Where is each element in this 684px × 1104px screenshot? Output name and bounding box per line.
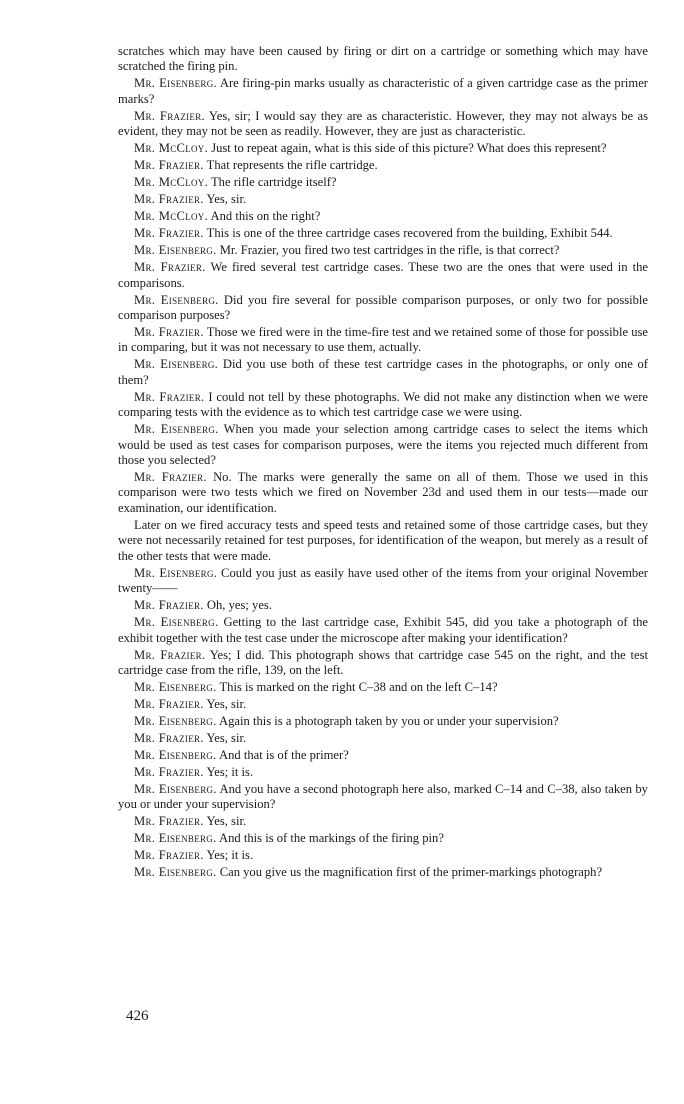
statement-text: The rifle cartridge itself? xyxy=(210,175,337,190)
statement-text: Getting to the last cartridge case, Exhibit 545, did you take a photograph of the exhibit together with the test case under the microscope after making your identification? xyxy=(118,615,648,645)
statement-text: Those we fired were in the time-fire test and we retained some of those for possible use in comparing, but it was not necessary to use them, actually. xyxy=(118,325,649,355)
statement-text: And this is of the markings of the firing pin? xyxy=(219,831,444,846)
speaker-name: Mr. Eisenberg. xyxy=(134,781,217,796)
speaker-name: Mr. Frazier. xyxy=(134,470,207,485)
statement-text: And that is of the primer? xyxy=(219,747,349,762)
testimony-paragraph xyxy=(118,648,648,679)
testimony-paragraph xyxy=(118,518,648,564)
statement-text: Yes, sir. xyxy=(206,814,247,829)
statement-text: Again this is a photograph taken by you or under your supervision? xyxy=(219,713,559,728)
speaker-name: Mr. Eisenberg. xyxy=(134,831,217,846)
speaker-name: Mr. Eisenberg. xyxy=(134,713,217,728)
testimony-paragraph xyxy=(118,731,648,746)
statement-text: Oh, yes; yes. xyxy=(206,598,272,613)
speaker-name: Mr. Frazier. xyxy=(134,226,204,241)
speaker-name: Mr. Frazier. xyxy=(134,730,204,745)
testimony-paragraph xyxy=(118,192,648,207)
document-body xyxy=(118,44,648,882)
testimony-paragraph xyxy=(118,109,648,140)
statement-text: Later on we fired accuracy tests and speed tests and retained some of those cartridge cases, but they were not necessarily retained for test purposes, for identification of the weapon, but merely as a result of the other tests that were made. xyxy=(118,517,648,563)
testimony-paragraph xyxy=(118,566,648,597)
testimony-paragraph xyxy=(118,848,648,863)
speaker-name: Mr. Eisenberg. xyxy=(134,865,217,880)
statement-text: No. The marks were generally the same on all of them. Those we used in this comparison were two tests which we fired on November 23d and used them in our tests—made our examination, our identification. xyxy=(118,470,648,515)
statement-text: Are firing-pin marks usually as characteristic of a given cartridge case as the primer marks? xyxy=(118,76,648,106)
testimony-paragraph xyxy=(118,714,648,729)
page-number: 426 xyxy=(126,1008,149,1024)
speaker-name: Mr. McCloy. xyxy=(134,141,209,156)
statement-text: I could not tell by these photographs. We did not make any distinction when we were comparing tests with the evidence as to which test cartridge case we were using. xyxy=(118,389,648,420)
statement-text: Can you give us the magnification first of the primer-markings photograph? xyxy=(219,865,603,880)
testimony-paragraph xyxy=(118,175,648,190)
speaker-name: Mr. Eisenberg. xyxy=(134,357,219,372)
testimony-paragraph xyxy=(118,765,648,780)
speaker-name: Mr. Eisenberg. xyxy=(134,615,219,630)
speaker-name: Mr. McCloy. xyxy=(134,175,209,190)
testimony-paragraph xyxy=(118,325,648,356)
testimony-paragraph xyxy=(118,390,648,421)
statement-text: Yes; I did. This photograph shows that cartridge case 545 on the right, and the test cartridge case from the rifle, 139, on the left. xyxy=(118,647,648,677)
testimony-paragraph xyxy=(118,76,648,107)
testimony-paragraph xyxy=(118,260,648,291)
speaker-name: Mr. Frazier. xyxy=(134,158,204,173)
speaker-name: Mr. Frazier. xyxy=(134,192,204,207)
statement-text: And this on the right? xyxy=(210,209,321,224)
speaker-name: Mr. Frazier. xyxy=(134,598,204,613)
speaker-name: Mr. Eisenberg. xyxy=(134,76,217,91)
testimony-paragraph xyxy=(118,422,648,468)
statement-text: This is marked on the right C–38 and on the left C–14? xyxy=(219,679,498,694)
testimony-paragraph xyxy=(118,748,648,763)
speaker-name: Mr. Frazier. xyxy=(134,696,204,711)
speaker-name: Mr. Frazier. xyxy=(134,389,205,404)
statement-text: Just to repeat again, what is this side of this picture? What does this represent? xyxy=(211,141,607,156)
speaker-name: Mr. Eisenberg. xyxy=(134,243,217,258)
testimony-paragraph xyxy=(118,680,648,695)
speaker-name: Mr. Frazier. xyxy=(134,647,206,662)
speaker-name: Mr. Frazier. xyxy=(134,260,206,275)
speaker-name: Mr. McCloy. xyxy=(134,209,209,224)
statement-text: Yes; it is. xyxy=(206,848,254,863)
statement-text: Yes, sir; I would say they are as characteristic. However, they may not always be as evident, they may not be seen as readily. However, they are just as characteristic. xyxy=(118,108,649,139)
statement-text: Could you just as easily have used other of the items from your original November twenty—— xyxy=(118,565,649,596)
speaker-name: Mr. Frazier. xyxy=(134,325,204,340)
speaker-name: Mr. Frazier. xyxy=(134,764,204,779)
speaker-name: Mr. Eisenberg. xyxy=(134,747,217,762)
testimony-paragraph xyxy=(118,226,648,241)
testimony-paragraph xyxy=(118,357,648,388)
speaker-name: Mr. Eisenberg. xyxy=(134,292,219,307)
testimony-paragraph xyxy=(118,209,648,224)
testimony-paragraph xyxy=(118,782,648,813)
statement-text: We fired several test cartridge cases. These two are the ones that were used in the comparisons. xyxy=(118,260,649,290)
statement-text: Yes; it is. xyxy=(206,764,254,779)
statement-text: Mr. Frazier, you fired two test cartridges in the rifle, is that correct? xyxy=(219,243,560,258)
testimony-paragraph xyxy=(118,598,648,613)
testimony-paragraph xyxy=(118,697,648,712)
statement-text: That represents the rifle cartridge. xyxy=(206,158,378,173)
statement-text: Did you use both of these test cartridge cases in the photographs, or only one of them? xyxy=(118,357,648,387)
testimony-paragraph xyxy=(118,158,648,173)
statement-text: Yes, sir. xyxy=(206,696,247,711)
testimony-paragraph xyxy=(118,831,648,846)
speaker-name: Mr. Frazier. xyxy=(134,814,204,829)
speaker-name: Mr. Eisenberg. xyxy=(134,565,218,580)
testimony-list xyxy=(118,76,648,880)
statement-text: And you have a second photograph here also, marked C–14 and C–38, also taken by you or under your supervision? xyxy=(118,781,648,812)
testimony-paragraph xyxy=(118,814,648,829)
testimony-paragraph xyxy=(118,865,648,880)
testimony-paragraph xyxy=(118,615,648,646)
testimony-paragraph xyxy=(118,141,648,156)
testimony-paragraph xyxy=(118,243,648,258)
testimony-paragraph xyxy=(118,293,648,324)
statement-text: Yes, sir. xyxy=(206,730,247,745)
opening-paragraph: scratches which may have been caused by firing or dirt on a cartridge or something which may have scratched the firing pin. xyxy=(118,44,648,74)
testimony-paragraph xyxy=(118,470,648,516)
speaker-name: Mr. Frazier. xyxy=(134,108,205,123)
speaker-name: Mr. Eisenberg. xyxy=(134,679,217,694)
statement-text: When you made your selection among cartridge cases to select the items which would be used as test cases for comparison purposes, were the items you rejected much different from those you selected? xyxy=(118,422,648,468)
speaker-name: Mr. Frazier. xyxy=(134,848,204,863)
statement-text: Did you fire several for possible comparison purposes, or only two for possible comparison purposes? xyxy=(118,292,649,323)
statement-text: This is one of the three cartridge cases recovered from the building, Exhibit 544. xyxy=(206,226,613,241)
statement-text: Yes, sir. xyxy=(206,192,247,207)
speaker-name: Mr. Eisenberg. xyxy=(134,422,219,437)
